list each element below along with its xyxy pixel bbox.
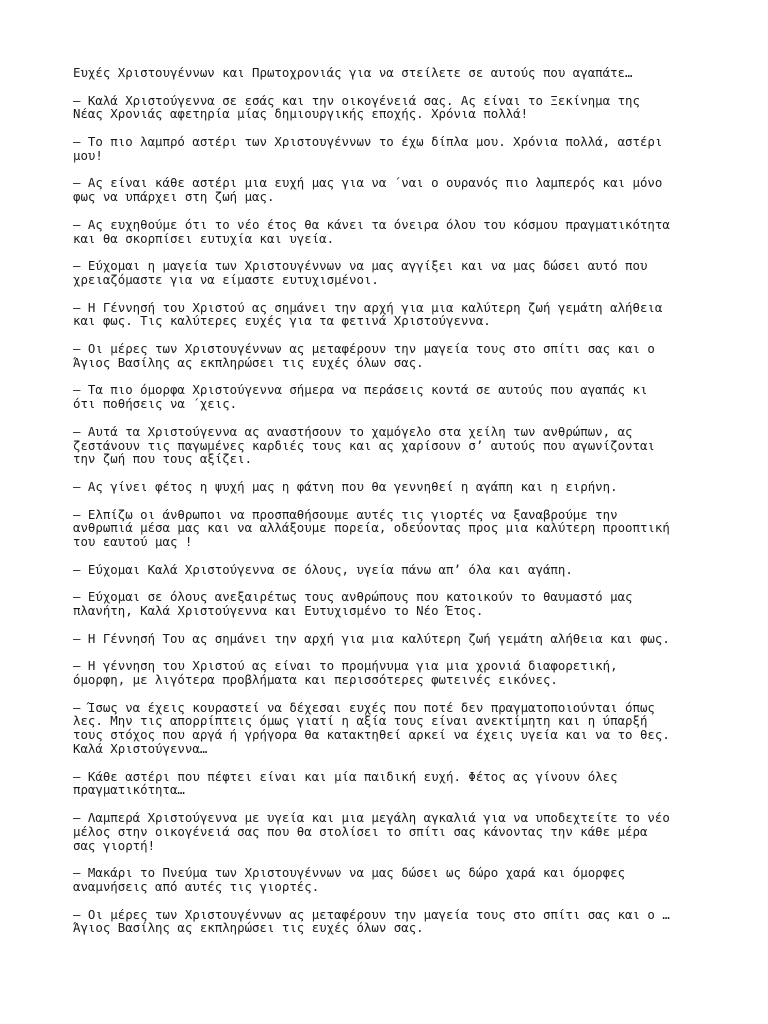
wish-paragraph: – Εύχομαι σε όλους ανεξαιρέτως τους ανθρώπους που κατοικούν το θαυμαστό μας πλανήτη, Καλά Χριστούγεννα και Ευτυχισμένο το Νέο Έτος. <box>73 589 633 619</box>
wish-paragraph: – Μακάρι το Πνεύμα των Χριστουγέννων να μας δώσει ως δώρο χαρά και όμορφες αναμνήσεις από αυτές τις γιορτές. <box>73 865 626 895</box>
wish-paragraph: – Ελπίζω οι άνθρωποι να προσπαθήσουμε αυτές τις γιορτές να ξαναβρούμε την ανθρωπιά μέσα μας και να αλλάξουμε πορεία, οδεύοντας προς μια καλύτερη προοπτική του εαυτού μας ! <box>73 506 670 550</box>
wish-paragraph: – Εύχομαι Καλά Χριστούγεννα σε όλους, υγεία πάνω απ’ όλα και αγάπη. <box>73 561 573 577</box>
wish-paragraph: – Οι μέρες των Χριστουγέννων ας μεταφέρουν την μαγεία τους στο σπίτι σας και ο … Άγιος Βασίλης ας εκπληρώσει τις ευχές όλων σας. <box>73 906 670 936</box>
wish-paragraph: – Λαμπερά Χριστούγεννα με υγεία και μια μεγάλη αγκαλιά για να υποδεχτείτε το νέο μέλος στην οικογένειά σας που θα στολίσει το σπίτι σας κάνοντας την κάθε μέρα σας γιορτή! <box>73 810 670 853</box>
document-heading: Ευχές Χριστουγέννων και Πρωτοχρονιάς για να στείλετε σε αυτούς που αγαπάτε… <box>73 65 633 80</box>
wish-paragraph: – Η Γέννησή του Χριστού ας σημάνει την αρχή για μια καλύτερη ζωή γεμάτη αλήθεια και φως. Τις καλύτερες ευχές για τα φετινά Χριστούγεννα. <box>73 299 663 329</box>
wish-paragraph: – Αυτά τα Χριστούγεννα ας αναστήσουν το χαμόγελο στα χείλη των ανθρώπων, ας ζεστάνουν τις παγωμένες καρδιές τους και ας χαρίσουν σ’ αυτούς που αγωνίζονται την ζωή που τους αξίζει. <box>73 423 655 467</box>
wish-paragraph: – Ίσως να έχεις κουραστεί να δέχεσαι ευχές που ποτέ δεν πραγματοποιούνται όπως λες. Μην τις απορρίπτεις όμως γιατί η αξία τους είναι ανεκτίμητη και η ύπαρξή τους στόχος που αργά ή γρήγορα θα κατακτηθεί αρκεί να έχεις υγεία και να το θες. Καλά Χριστούγεννα… <box>73 699 670 757</box>
wish-paragraph: – Εύχομαι η μαγεία των Χριστουγέννων να μας αγγίξει και να μας δώσει αυτό που χρειαζόμαστε για να είμαστε ευτυχισμένοι. <box>73 258 648 287</box>
document-page <box>73 66 713 949</box>
wish-paragraph: – Οι μέρες των Χριστουγέννων ας μεταφέρουν την μαγεία τους στο σπίτι σας και ο Άγιος Βασίλης ας εκπληρώσει τις ευχές όλων σας. <box>73 340 655 370</box>
wish-paragraph: – Ας είναι κάθε αστέρι μια ευχή μας για να ΄ναι ο ουρανός πιο λαμπερός και μόνο φως να υπάρχει στη ζωή μας. <box>73 175 663 205</box>
wish-paragraph: – Κάθε αστέρι που πέφτει είναι και μία παιδική ευχή. Φέτος ας γίνουν όλες πραγματικότητα… <box>73 768 618 798</box>
wish-paragraph: – Ας ευχηθούμε ότι το νέο έτος θα κάνει τα όνειρα όλου του κόσμου πραγματικότητα και θα σκορπίσει ευτυχία και υγεία. <box>73 216 670 246</box>
wish-paragraph: – Καλά Χριστούγεννα σε εσάς και την οικογένειά σας. Ας είναι το Ξεκίνημα της Νέας Χρονιάς αφετηρία μίας δημιουργικής εποχής. Χρόνια πολλά! <box>73 92 640 122</box>
wish-paragraph: – Η Γέννησή Του ας σημάνει την αρχή για μια καλύτερη ζωή γεμάτη αλήθεια και φως. <box>73 630 670 646</box>
wish-paragraph: – Τα πιο όμορφα Χριστούγεννα σήμερα να περάσεις κοντά σε αυτούς που αγαπάς κι ότι ποθήσεις να ΄χεις. <box>73 382 648 412</box>
wish-paragraph: – Ας γίνει φέτος η ψυχή μας η φάτνη που θα γεννηθεί η αγάπη και η ειρήνη. <box>73 478 618 494</box>
wish-paragraph: – Η γέννηση του Χριστού ας είναι το προμήνυμα για μια χρονιά διαφορετική, όμορφη, με λιγότερα προβλήματα και περισσότερες φωτεινές εικόνες. <box>73 658 618 688</box>
wish-paragraph: – Το πιο λαμπρό αστέρι των Χριστουγέννων το έχω δίπλα μου. Χρόνια πολλά, αστέρι μου! <box>73 133 663 163</box>
